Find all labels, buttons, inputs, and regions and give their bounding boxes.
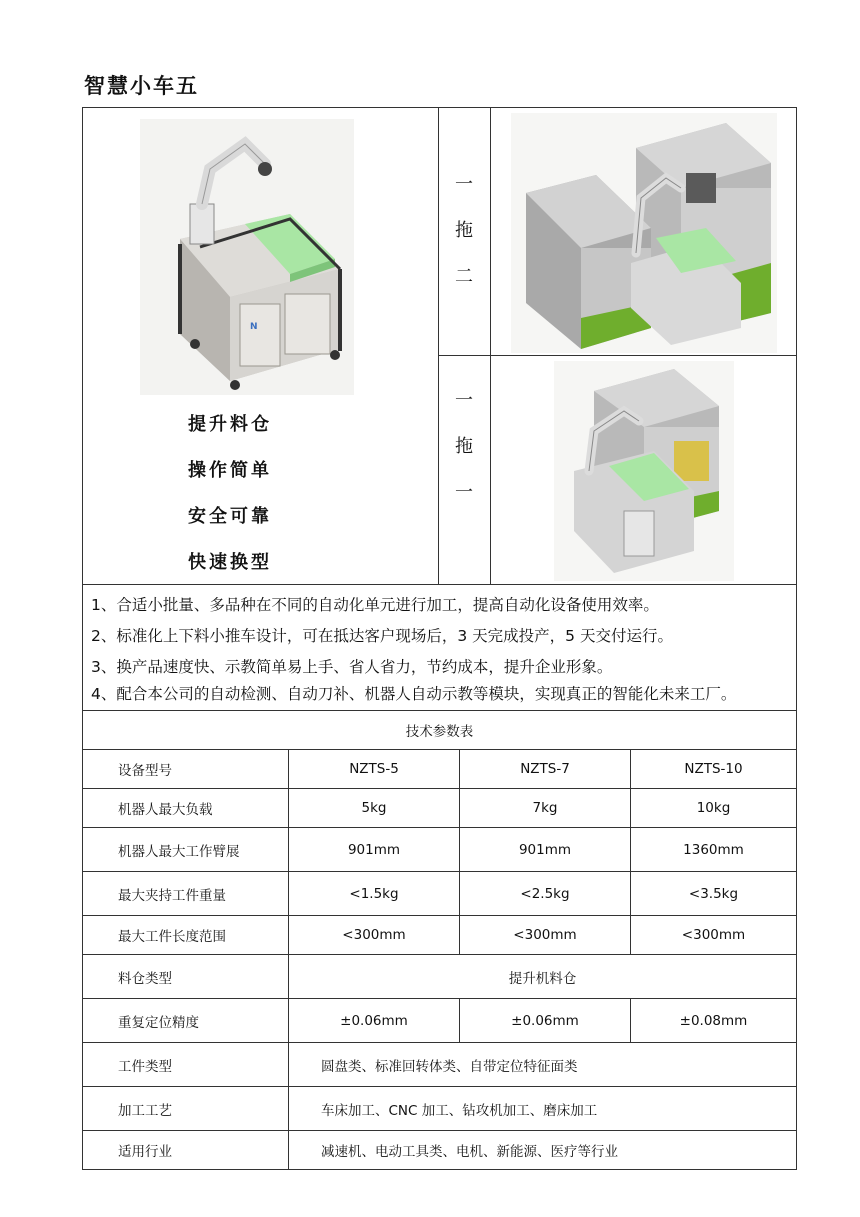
value-cell: <2.5kg [460, 872, 631, 916]
row-label: 适用行业 [83, 1131, 289, 1170]
one-to-one-layout-image [554, 361, 734, 581]
one-to-two-layout-image [511, 113, 777, 353]
value-cell: 10kg [631, 789, 797, 828]
table-heading: 技术参数表 [83, 711, 797, 750]
model-label: 设备型号 [83, 750, 289, 789]
value-cell: <300mm [460, 916, 631, 955]
row-label: 工件类型 [83, 1043, 289, 1087]
value-cell: 901mm [289, 828, 460, 872]
value-cell: 901mm [460, 828, 631, 872]
value-cell: 5kg [289, 789, 460, 828]
model-cell: NZTS-10 [631, 750, 797, 789]
description-line: 4、配合本公司的自动检测、自动刀补、机器人自动示教等模块，实现真正的智能化未来工厂。 [91, 685, 737, 703]
row-label: 机器人最大工作臂展 [83, 828, 289, 872]
feature-1: 提升料仓 [188, 414, 272, 435]
spec-table [82, 710, 797, 1170]
feature-description [82, 585, 797, 711]
page-title: 智慧小车五 [84, 73, 199, 98]
value-cell: 圆盘类、标准回转体类、自带定位特征面类 [289, 1043, 797, 1087]
divider [490, 107, 491, 585]
description-line: 1、合适小批量、多品种在不同的自动化单元进行加工，提高自动化设备使用效率。 [91, 596, 659, 614]
row-label: 加工工艺 [83, 1087, 289, 1131]
value-cell: 车床加工、CNC 加工、钻攻机加工、磨床加工 [289, 1087, 797, 1131]
robot-cart-image [140, 119, 354, 395]
value-cell: <3.5kg [631, 872, 797, 916]
value-cell: 1360mm [631, 828, 797, 872]
feature-2: 操作简单 [188, 460, 272, 481]
row-label: 最大夹持工件重量 [83, 872, 289, 916]
value-cell: 减速机、电动工具类、电机、新能源、医疗等行业 [289, 1131, 797, 1170]
model-cell: NZTS-5 [289, 750, 460, 789]
row-label: 机器人最大负载 [83, 789, 289, 828]
value-cell: <1.5kg [289, 872, 460, 916]
divider [438, 355, 797, 356]
value-cell: ±0.08mm [631, 999, 797, 1043]
config-label-one-to-two: 一 拖 二 [455, 174, 473, 287]
value-cell: <300mm [631, 916, 797, 955]
row-label: 重复定位精度 [83, 999, 289, 1043]
row-label: 料仓类型 [83, 955, 289, 999]
config-label-one-to-one: 一 拖 一 [455, 390, 473, 503]
description-line: 2、标准化上下料小推车设计，可在抵达客户现场后，3 天完成投产，5 天交付运行。 [91, 627, 673, 645]
model-cell: NZTS-7 [460, 750, 631, 789]
row-label: 最大工件长度范围 [83, 916, 289, 955]
feature-4: 快速换型 [188, 552, 272, 573]
value-cell: 提升机料仓 [289, 955, 797, 999]
value-cell: <300mm [289, 916, 460, 955]
value-cell: 7kg [460, 789, 631, 828]
feature-3: 安全可靠 [188, 506, 272, 527]
svg-text:N: N [250, 322, 258, 332]
value-cell: ±0.06mm [289, 999, 460, 1043]
description-line: 3、换产品速度快、示教简单易上手、省人省力，节约成本，提升企业形象。 [91, 658, 613, 676]
value-cell: ±0.06mm [460, 999, 631, 1043]
